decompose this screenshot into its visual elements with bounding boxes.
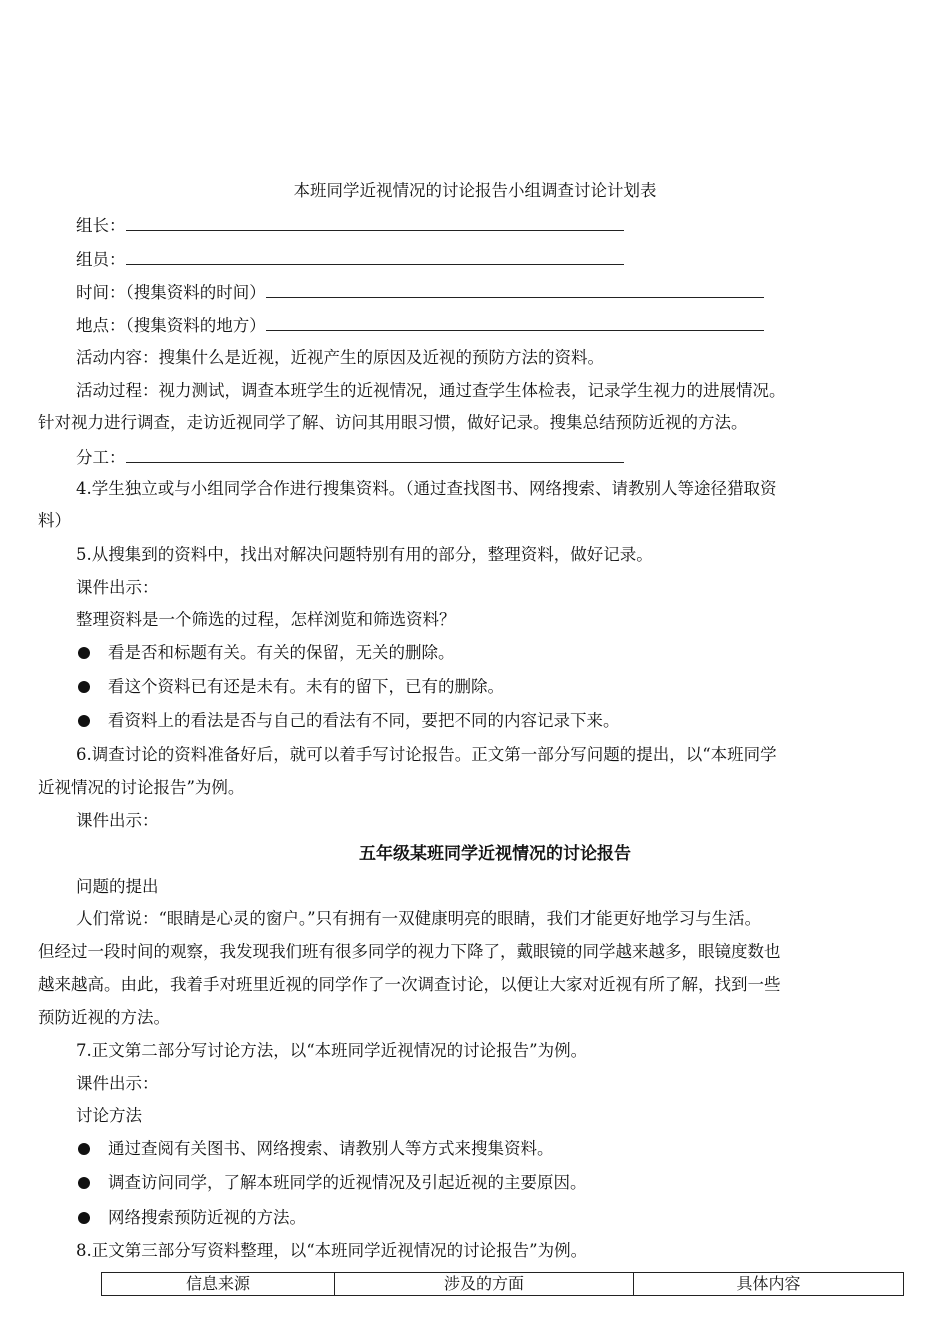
place-blank[interactable]	[266, 316, 764, 331]
courseware-label-2: 课件出示：	[76, 811, 159, 830]
problem-paragraph-line-3: 越来越高。由此，我着手对班里近视的同学作了一次调查讨论，以便让大家对近视有所了解，找到一些	[38, 975, 781, 994]
step-5: 5.从搜集到的资料中，找出对解决问题特别有用的部分，整理资料，做好记录。	[76, 545, 653, 564]
division-field	[76, 447, 624, 469]
bullet-dot	[78, 1143, 90, 1155]
activity-content: 活动内容：搜集什么是近视，近视产生的原因及近视的预防方法的资料。	[76, 348, 604, 367]
activity-process-line-2: 针对视力进行调查，走访近视同学了解、访问其用眼习惯，做好记录。搜集总结预防近视的方法。	[38, 413, 748, 432]
courseware-label-3: 课件出示：	[76, 1074, 159, 1093]
step-6-line-1: 6.调查讨论的资料准备好后，就可以着手写讨论报告。正文第一部分写问题的提出，以“本班同学	[76, 745, 777, 764]
time-field	[76, 282, 764, 304]
problem-heading: 问题的提出	[76, 877, 159, 896]
members-blank[interactable]	[126, 250, 624, 265]
list-item: 看是否和标题有关。有关的保留，无关的删除。	[108, 643, 455, 662]
leader-field	[76, 215, 624, 237]
method-heading: 讨论方法	[76, 1106, 142, 1125]
step-4-line-2: 料）	[38, 511, 71, 530]
time-blank[interactable]	[266, 283, 764, 298]
list-item: 网络搜索预防近视的方法。	[108, 1208, 306, 1227]
problem-paragraph-line-2: 但经过一段时间的观察，我发现我们班有很多同学的视力下降了，戴眼镜的同学越来越多，眼镜度数也	[38, 942, 781, 961]
step-7: 7.正文第二部分写讨论方法，以“本班同学近视情况的讨论报告”为例。	[76, 1041, 588, 1060]
bullet-dot	[78, 1177, 90, 1189]
list-item: 调查访问同学，了解本班同学的近视情况及引起近视的主要原因。	[108, 1173, 587, 1192]
members-field	[76, 249, 624, 271]
bullet-dot	[78, 715, 90, 727]
leader-label: 组长：	[76, 216, 126, 235]
data-table	[101, 1272, 904, 1296]
bullet-dot	[78, 647, 90, 659]
activity-process-line-1: 活动过程：视力测试，调查本班学生的近视情况，通过查学生体检表，记录学生视力的进展情况。	[76, 381, 786, 400]
members-label: 组员：	[76, 250, 126, 269]
list-item: 看资料上的看法是否与自己的看法有不同，要把不同的内容记录下来。	[108, 711, 620, 730]
plan-title: 本班同学近视情况的讨论报告小组调查讨论计划表	[293, 181, 657, 200]
leader-blank[interactable]	[126, 216, 624, 231]
time-label: 时间：（搜集资料的时间）	[76, 283, 266, 302]
step-8: 8.正文第三部分写资料整理，以“本班同学近视情况的讨论报告”为例。	[76, 1241, 588, 1260]
problem-paragraph-line-4: 预防近视的方法。	[38, 1008, 170, 1027]
table-header-aspect: 涉及的方面	[335, 1273, 634, 1295]
problem-paragraph-line-1: 人们常说：“眼睛是心灵的窗户。”只有拥有一双健康明亮的眼睛，我们才能更好地学习与生活。	[76, 909, 762, 928]
list-item: 通过查阅有关图书、网络搜索、请教别人等方式来搜集资料。	[108, 1139, 554, 1158]
division-blank[interactable]	[126, 448, 624, 463]
report-title: 五年级某班同学近视情况的讨论报告	[359, 844, 631, 864]
division-label: 分工：	[76, 448, 126, 467]
sorting-question: 整理资料是一个筛选的过程，怎样浏览和筛选资料？	[76, 610, 456, 629]
step-4-line-1: 4.学生独立或与小组同学合作进行搜集资料。（通过查找图书、网络搜索、请教别人等途径猎取资	[76, 479, 777, 498]
table-header-content: 具体内容	[736, 1274, 801, 1293]
courseware-label-1: 课件出示：	[76, 578, 159, 597]
place-label: 地点：（搜集资料的地方）	[76, 316, 266, 335]
bullet-dot	[78, 681, 90, 693]
list-item: 看这个资料已有还是未有。未有的留下，已有的删除。	[108, 677, 504, 696]
step-6-line-2: 近视情况的讨论报告”为例。	[38, 778, 245, 797]
place-field	[76, 315, 764, 337]
bullet-dot	[78, 1212, 90, 1224]
table-header-source: 信息来源	[102, 1273, 335, 1295]
